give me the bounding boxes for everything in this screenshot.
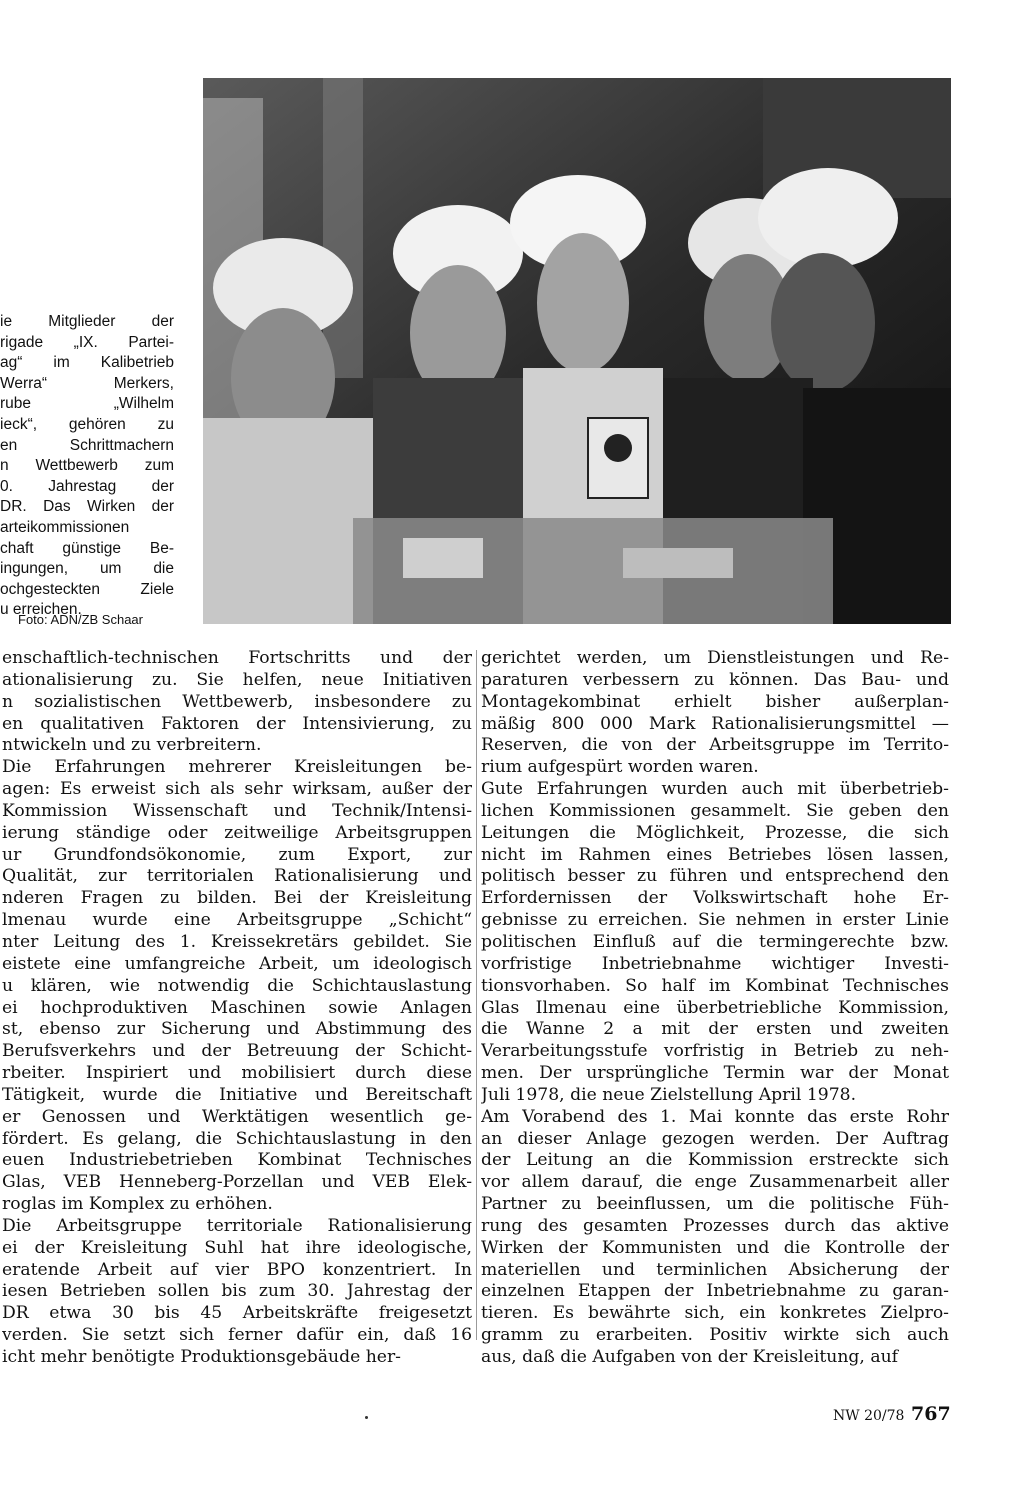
caption-line: ochgesteckten Ziele (0, 580, 174, 598)
left-column-line: icht mehr benötigte Produktionsgebäude her- (2, 1347, 401, 1367)
left-column-line: Die Arbeitsgruppe territoriale Rationalisierung (2, 1215, 472, 1236)
left-column-line: er Genossen und Werktätigen wesentlich ge- (2, 1106, 472, 1127)
caption-line: ingungen, um die (0, 560, 174, 578)
right-column-line: Glas Ilmenau eine überbetriebliche Kommission, (481, 997, 949, 1018)
right-column-line: mäßig 800 000 Mark Rationalisierungsmittel — (481, 713, 949, 734)
right-column-line: vorfristige Inbetriebnahme wichtiger Investi- (481, 953, 949, 974)
left-column-line: Die Erfahrungen mehrerer Kreisleitungen be- (2, 757, 472, 778)
left-column-line: eistete eine umfangreiche Arbeit, um ideologisch (2, 953, 472, 974)
right-column-line: tionsvorhaben. So half im Kombinat Technisches (481, 975, 949, 996)
left-column-line: nter Leitung des 1. Kreissekretärs gebildet. Sie (2, 931, 472, 952)
photo-caption (0, 312, 174, 621)
caption-line: ieck“, gehören zu (0, 415, 174, 433)
right-column-line: gramm zu erarbeiten. Positiv wirkte sich auch (481, 1325, 949, 1346)
caption-line: en Schrittmachern (0, 436, 174, 454)
left-column-line: agen: Es erweist sich als sehr wirksam, außer der (2, 779, 472, 800)
left-column-line: fördert. Es gelang, die Schichtauslastung in den (2, 1128, 472, 1149)
photo-miners-icon (203, 78, 951, 624)
right-column-line: men. Der ursprüngliche Termin war der Monat (481, 1063, 949, 1084)
left-column-line: lmenau wurde eine Arbeitsgruppe „Schicht“ (2, 910, 472, 931)
left-column-line: ei der Kreisleitung Suhl hat ihre ideologische, (2, 1237, 472, 1258)
left-column-line: ierung ständige oder zeitweilige Arbeitsgruppen (2, 822, 472, 843)
right-column-line: lichen Kommissionen gesammelt. Sie geben den (481, 800, 949, 821)
right-column-line: vor allem darauf, die enge Zusammenarbeit aller (481, 1172, 949, 1193)
left-column-line: Glas, VEB Henneberg-Porzellan und VEB Elek- (2, 1172, 472, 1193)
right-column-line: Verarbeitungsstufe vorfristig in Betrieb zu neh- (481, 1041, 949, 1062)
right-column-line: politischen Einfluß auf die termingerechte bzw. (481, 931, 949, 952)
left-column-line: ationalisierung zu. Sie helfen, neue Initiativen (2, 669, 472, 690)
left-column-line: ei hochproduktiven Maschinen sowie Anlagen (2, 997, 472, 1018)
caption-line: ag“ im Kalibetrieb (0, 354, 174, 372)
left-column-line: euen Industriebetrieben Kombinat Technisches (2, 1150, 472, 1171)
left-column-line: eratende Arbeit auf vier BPO konzentriert. In (2, 1259, 472, 1280)
left-column-line: Tätigkeit, wurde die Initiative und Bereitschaft (2, 1084, 472, 1105)
left-column-line: ntwickeln und zu verbreitern. (2, 735, 262, 756)
right-column-line: der Leitung an die Kommission erstreckte sich (481, 1150, 949, 1171)
left-column-line: n sozialistischen Wettbewerb, insbesondere zu (2, 691, 472, 712)
caption-line: rube „Wilhelm (0, 395, 174, 413)
right-column-line: einzelnen Etappen der Inbetriebnahme zu garan- (481, 1281, 949, 1302)
issue-reference: NW 20/78 (833, 1408, 905, 1424)
left-column-line: Qualität, zur territorialen Rationalisierung und (2, 866, 472, 887)
right-column-line: Montagekombinat erhielt bisher außerplan- (481, 691, 949, 712)
left-column-line: enschaftlich-technischen Fortschritts und der (2, 648, 472, 668)
right-column-line: rium aufgespürt worden waren. (481, 757, 759, 778)
caption-line: chaft günstige Be- (0, 539, 174, 557)
right-column-line: Erfordernissen der Volkswirtschaft hohe Er- (481, 888, 949, 909)
left-column-line: rbeiter. Inspiriert und mobilisiert durch diese (2, 1063, 472, 1084)
miners-photo (203, 78, 951, 624)
right-column-line: Juli 1978, die neue Zielstellung April 1978. (481, 1084, 857, 1105)
right-column-line: an dieser Anlage gezogen werden. Der Auftrag (481, 1128, 949, 1149)
right-column-line: nicht im Rahmen eines Betriebes lösen lassen, (481, 844, 949, 865)
left-column-line: Berufsverkehrs und der Betreuung der Schicht- (2, 1041, 472, 1062)
caption-line: u erreichen. (0, 601, 82, 619)
right-column-line: gebnisse zu erreichen. Sie nehmen in erster Linie (481, 910, 949, 931)
right-column-line: die Wanne 2 a mit der ersten und zweiten (481, 1019, 949, 1040)
left-column-line: en qualitativen Faktoren der Intensivierung, zu (2, 713, 472, 734)
right-column-line: politisch besser zu führen und entsprechend den (481, 866, 949, 887)
right-column-line: Wirken der Kommunisten und die Kontrolle der (481, 1237, 949, 1258)
right-column-line: Reserven, die von der Arbeitsgruppe im Territo- (481, 735, 949, 756)
caption-line: arteikommissionen (0, 518, 130, 536)
left-column-line: iesen Betrieben sollen bis zum 30. Jahrestag der (2, 1281, 472, 1302)
caption-line: ie Mitglieder der (0, 313, 174, 330)
right-column-line: tieren. Es bewährte sich, ein konkretes Zielpro- (481, 1303, 949, 1324)
right-column-line: gerichtet werden, um Dienstleistungen und Re- (481, 648, 949, 668)
print-speck (365, 1416, 368, 1419)
left-column (2, 648, 472, 1369)
left-column-line: u klären, wie notwendig die Schichtauslastung (2, 975, 472, 996)
column-divider (476, 650, 477, 1340)
right-column-line: Am Vorabend des 1. Mai konnte das erste Rohr (481, 1106, 949, 1127)
right-column (481, 648, 949, 1369)
left-column-line: st, ebenso zur Sicherung und Abstimmung des (2, 1019, 472, 1040)
right-column-line: aus, daß die Aufgaben von der Kreisleitung, auf (481, 1347, 898, 1367)
left-column-line: roglas im Komplex zu erhöhen. (2, 1194, 273, 1215)
caption-line: DR. Das Wirken der (0, 498, 174, 516)
caption-line: n Wettbewerb zum (0, 457, 174, 475)
caption-line: Werra“ Merkers, (0, 374, 174, 392)
caption-line: 0. Jahrestag der (0, 477, 174, 495)
right-column-line: Partner zu beeinflussen, um die politische Füh- (481, 1194, 949, 1215)
right-column-line: Leitungen die Möglichkeit, Prozesse, die sich (481, 822, 949, 843)
page-number: 767 (911, 1403, 951, 1425)
right-column-line: paraturen verbessern zu können. Das Bau- und (481, 669, 949, 690)
caption-line: rigade „IX. Partei- (0, 333, 174, 351)
right-column-line: materiellen und terminlichen Absicherung der (481, 1259, 949, 1280)
photo-credit: Foto: ADN/ZB Schaar (18, 612, 143, 627)
left-column-line: DR etwa 30 bis 45 Arbeitskräfte freigesetzt (2, 1303, 472, 1324)
right-column-line: rung des gesamten Prozesses durch das aktive (481, 1215, 949, 1236)
left-column-line: ur Grundfondsökonomie, zum Export, zur (2, 844, 472, 865)
left-column-line: verden. Sie setzt sich ferner dafür ein, daß 16 (2, 1325, 472, 1346)
left-column-line: Kommission Wissenschaft und Technik/Intensi- (2, 800, 472, 821)
right-column-line: Gute Erfahrungen wurden auch mit überbetrieb- (481, 779, 949, 800)
left-column-line: nderen Fragen zu bilden. Bei der Kreisleitung (2, 888, 472, 909)
